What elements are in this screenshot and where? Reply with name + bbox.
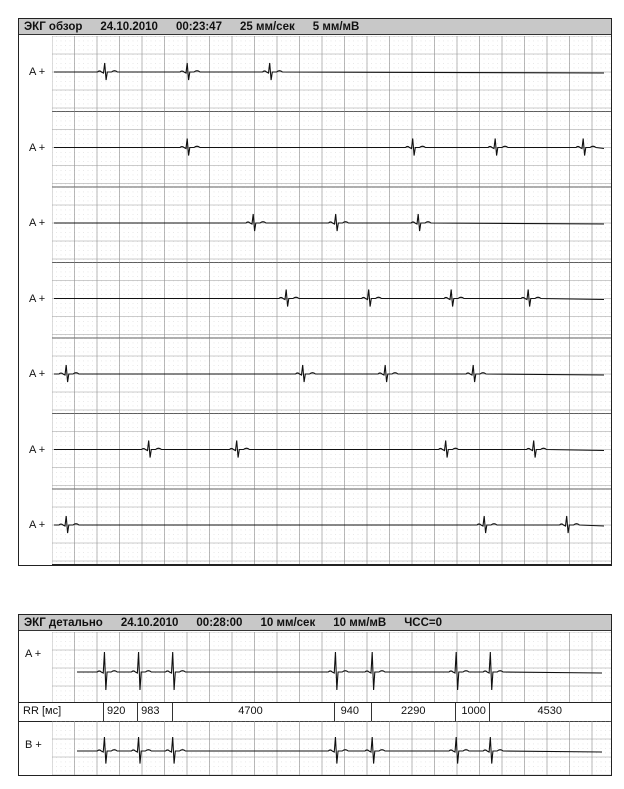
overview-strip-grid-5 [52,338,611,414]
rr-value: 1000 [461,705,486,717]
detail-lead-a-label: A + [25,648,42,660]
ecg-detail-panel [18,614,612,776]
overview-trace-3 [54,214,604,231]
overview-strip-grid-3 [52,187,611,263]
rr-separator [172,703,173,721]
detail-lead-b-trace [77,737,602,764]
overview-trace-5 [54,365,604,382]
overview-lead-label-5: A + [29,368,46,380]
rr-label: RR [мс] [23,705,62,717]
rr-value: 2290 [401,705,426,717]
detail-header [19,615,611,631]
overview-strip-grid-4 [52,263,611,339]
rr-value: 983 [141,705,160,717]
overview-trace-1 [54,63,604,80]
rr-value: 4700 [238,705,263,717]
overview-lead-label-3: A + [29,217,46,229]
overview-strip-grid-7 [52,489,611,565]
detail-date: 24.10.2010 [120,617,179,629]
rr-separator [137,703,138,721]
overview-trace-7 [54,516,604,533]
rr-interval-row [19,702,611,722]
overview-header [19,19,611,35]
overview-strip-grid-1 [52,36,611,112]
rr-separator [371,703,372,721]
detail-speed: 10 мм/сек [260,617,316,629]
overview-strip-grid-2 [52,112,611,188]
rr-value: 940 [340,705,359,717]
overview-title: ЭКГ обзор [24,21,83,33]
overview-trace-6 [54,441,604,458]
detail-lead-b-grid [52,721,611,775]
rr-separator [103,703,104,721]
rr-value: 920 [107,705,126,717]
overview-lead-label-4: A + [29,292,46,305]
overview-lead-label-1: A + [29,66,46,78]
overview-time: 00:23:47 [175,21,222,33]
rr-separator [489,703,490,721]
overview-lead-label-6: A + [29,443,46,456]
overview-strip-grid-6 [52,414,611,490]
rr-value: 4530 [537,705,562,717]
detail-lead-b-label: B + [25,739,42,751]
rr-separator [455,703,456,721]
detail-hr: ЧСС=0 [404,617,443,629]
detail-lead-a-grid-lines [52,632,611,702]
overview-lead-label-7: A + [29,519,46,531]
overview-trace-4 [54,290,604,307]
overview-trace-2 [54,139,604,156]
overview-speed: 25 мм/сек [239,21,295,33]
rr-separator [334,703,335,721]
detail-title: ЭКГ детально [24,617,103,629]
detail-lead-a-trace [77,652,602,690]
detail-lead-a-grid [52,632,611,702]
detail-lead-b-grid-lines [52,721,611,775]
detail-time: 00:28:00 [196,617,243,629]
overview-lead-label-2: A + [29,141,46,154]
ecg-overview-panel [18,18,612,566]
detail-gain: 10 мм/мВ [333,617,387,629]
overview-gain: 5 мм/мВ [312,21,360,33]
overview-ecg-grid [52,36,611,565]
overview-date: 24.10.2010 [100,21,158,33]
